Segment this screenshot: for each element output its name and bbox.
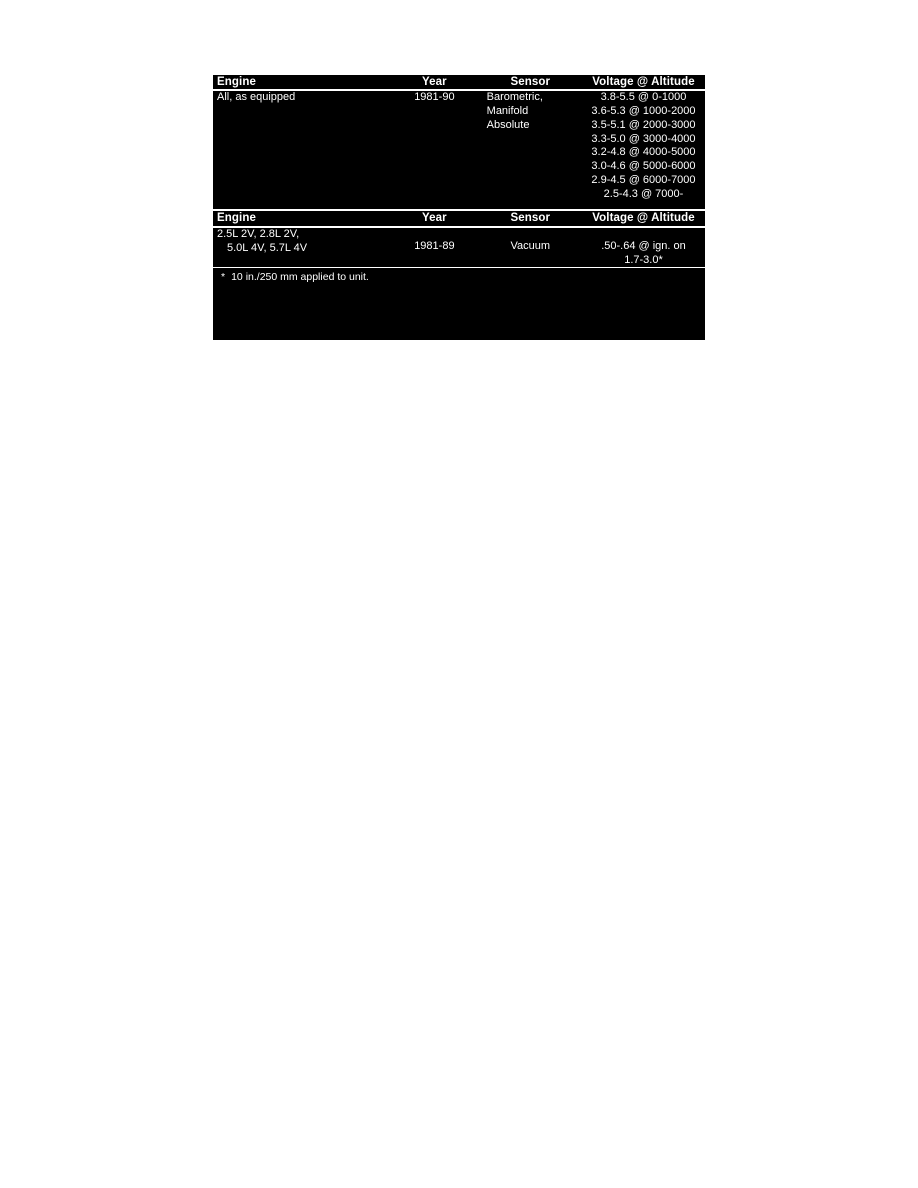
column-header-year: Year: [422, 76, 447, 88]
voltage-line: 3.3-5.0 @ 3000-4000: [591, 132, 696, 145]
cell-engine: All, as equipped: [217, 91, 296, 104]
voltage-line: 3.6-5.3 @ 1000-2000: [591, 105, 696, 118]
cell-voltage: [582, 228, 705, 268]
column-header-engine: Engine: [217, 76, 256, 88]
cell-sensor: [479, 91, 582, 201]
engine-line: 2.5L 2V, 2.8L 2V,: [217, 227, 300, 240]
voltage-line: 1.7-3.0*: [624, 253, 663, 266]
table-1-spacer: [213, 201, 705, 209]
table-2-header-row: [213, 211, 705, 225]
column-header-voltage: Voltage @ Altitude: [592, 212, 695, 225]
column-header-voltage: Voltage @ Altitude: [592, 76, 695, 88]
cell-sensor: Vacuum: [510, 239, 551, 252]
voltage-line: .50-.64 @ ign. on: [601, 239, 686, 252]
sensor-line: Barometric,: [486, 91, 543, 104]
cell-engine: [213, 228, 390, 268]
footnote-row: [213, 268, 705, 286]
voltage-line: 3.5-5.1 @ 2000-3000: [591, 118, 696, 131]
column-header-engine: Engine: [217, 212, 256, 225]
footnote: [213, 268, 705, 286]
column-header-sensor: Sensor: [510, 76, 551, 88]
voltage-line: 3.2-4.8 @ 4000-5000: [591, 146, 696, 159]
footnote-text: 10 in./250 mm applied to unit.: [231, 271, 369, 284]
table-1-header-row: [213, 75, 705, 89]
table-row: [213, 228, 705, 268]
voltage-line: 2.9-4.5 @ 6000-7000: [591, 173, 696, 186]
voltage-line: 3.0-4.6 @ 5000-6000: [591, 160, 696, 173]
column-header-sensor: Sensor: [510, 212, 551, 225]
sensor-line: Absolute: [486, 118, 530, 131]
sensor-line: Manifold: [486, 105, 529, 118]
engine-line: 5.0L 4V, 5.7L 4V: [227, 241, 308, 254]
cell-voltage: [582, 91, 705, 201]
table-row: [213, 91, 705, 201]
cell-year: 1981-90: [414, 91, 455, 104]
column-header-year: Year: [422, 212, 447, 225]
spec-table-block: [213, 73, 705, 340]
voltage-line: 3.8-5.5 @ 0-1000: [600, 91, 687, 104]
sensor-voltage-table-1: [213, 73, 705, 211]
cell-year: 1981-89: [414, 239, 455, 252]
footnote-marker: *: [221, 271, 226, 284]
sensor-voltage-table-2: [213, 211, 705, 286]
voltage-line: 2.5-4.3 @ 7000-: [603, 187, 684, 200]
